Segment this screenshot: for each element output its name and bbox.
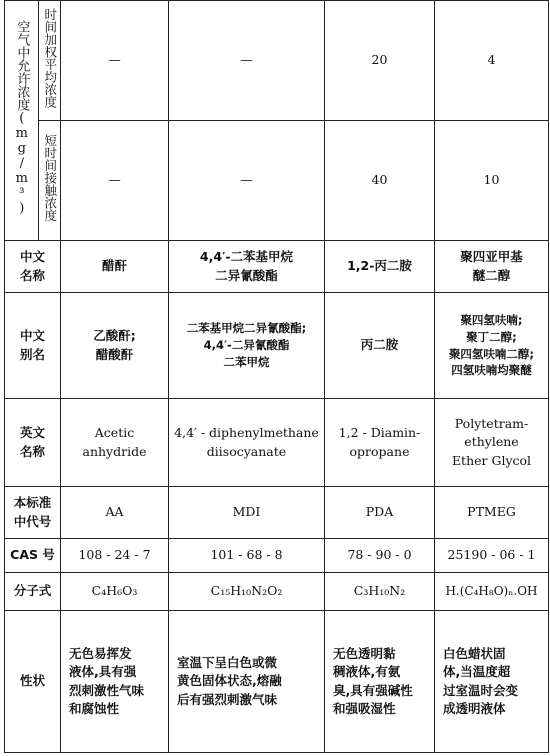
property-row <box>5 611 549 753</box>
cn-alias-mdi-line: 二苯基甲烷二异氰酸酯; <box>186 321 307 336</box>
property-ptmeg-line: 白色蜡状固 <box>443 646 506 662</box>
twa-row <box>5 1 549 121</box>
property-pda-line: 臭,具有强碱性 <box>333 682 413 698</box>
en-name-mdi-line: 4,4′ - diphenylmethane <box>174 425 319 441</box>
cas-row <box>5 539 549 573</box>
en-name-label-line: 名称 <box>19 443 45 459</box>
twa-value-aa: — <box>61 1 169 121</box>
twa-label <box>39 1 61 121</box>
cn-alias-ptmeg <box>435 293 549 399</box>
cn-name-ptmeg <box>435 241 549 293</box>
property-aa-line: 液体,具有强 <box>69 664 137 680</box>
cn-name-mdi <box>169 241 325 293</box>
property-pda-line: 稠液体,有氨 <box>333 664 401 680</box>
formula-label: 分子式 <box>5 573 61 611</box>
property-ptmeg-line: 成透明液体 <box>443 700 506 716</box>
cn-alias-row <box>5 293 549 399</box>
cn-name-mdi-line: 4,4′-二苯基甲烷 <box>199 249 294 265</box>
twa-label-text: 时间加权平均浓度 <box>42 7 58 108</box>
en-name-ptmeg-line: Polytetram- <box>454 416 529 432</box>
cn-alias-ptmeg-line: 四氢呋喃均聚醚 <box>451 363 532 378</box>
code-pda: PDA <box>325 487 435 539</box>
cn-name-row <box>5 241 549 293</box>
property-aa-line: 无色易挥发 <box>69 646 132 662</box>
cn-alias-label-line: 别名 <box>19 346 45 362</box>
code-label <box>5 487 61 539</box>
formula-ptmeg: H.(C₄H₈O)ₙ.OH <box>435 573 549 611</box>
twa-value-ptmeg: 4 <box>435 1 549 121</box>
cn-name-pda-line: 1,2-丙二胺 <box>347 258 412 274</box>
en-name-mdi-line: diisocyanate <box>206 443 287 459</box>
chemical-properties-table <box>4 0 549 753</box>
cn-alias-ptmeg-line: 聚丁二醇; <box>466 329 517 344</box>
property-aa-line: 和腐蚀性 <box>69 700 120 716</box>
stel-label <box>39 121 61 241</box>
stel-value-mdi: — <box>169 121 325 241</box>
cn-alias-ptmeg-line: 聚四氢呋喃; <box>460 313 523 328</box>
en-name-aa <box>61 399 169 487</box>
property-mdi <box>169 611 325 753</box>
cn-name-pda <box>325 241 435 293</box>
cas-ptmeg: 25190 - 06 - 1 <box>435 539 549 573</box>
en-name-label <box>5 399 61 487</box>
stel-value-pda: 40 <box>325 121 435 241</box>
en-name-ptmeg <box>435 399 549 487</box>
stel-value-ptmeg: 10 <box>435 121 549 241</box>
cn-alias-label-line: 中文 <box>19 328 45 344</box>
property-label: 性状 <box>5 611 61 753</box>
code-aa: AA <box>61 487 169 539</box>
property-pda-line: 和强吸湿性 <box>333 700 396 716</box>
formula-aa: C₄H₆O₃ <box>61 573 169 611</box>
formula-row <box>5 573 549 611</box>
en-name-ptmeg-line: Ether Glycol <box>451 452 532 468</box>
property-aa <box>61 611 169 753</box>
en-name-aa-line: Acetic <box>94 425 135 441</box>
cas-aa: 108 - 24 - 7 <box>61 539 169 573</box>
code-row <box>5 487 549 539</box>
en-name-row <box>5 399 549 487</box>
cn-alias-ptmeg-line: 聚四氢呋喃二醇; <box>448 346 535 361</box>
cn-name-aa <box>61 241 169 293</box>
cn-alias-aa <box>61 293 169 399</box>
cn-name-label <box>5 241 61 293</box>
property-aa-line: 烈刺激性气味 <box>69 682 145 698</box>
en-name-pda <box>325 399 435 487</box>
en-name-label-line: 英文 <box>19 425 45 441</box>
code-ptmeg: PTMEG <box>435 487 549 539</box>
cn-alias-label <box>5 293 61 399</box>
cn-alias-mdi <box>169 293 325 399</box>
cn-alias-mdi-line: 二苯甲烷 <box>223 354 270 369</box>
property-mdi-line: 黄色固体状态,熔融 <box>177 673 282 689</box>
limits-group-label-text: 空气中允许浓度(mg/m³) <box>14 19 30 216</box>
formula-pda: C₃H₁₀N₂ <box>325 573 435 611</box>
stel-row <box>5 121 549 241</box>
cn-name-ptmeg-line: 醚二醇 <box>472 267 511 283</box>
cas-label: CAS 号 <box>5 539 61 573</box>
stel-label-text: 短时间接触浓度 <box>42 134 58 222</box>
stel-value-aa: — <box>61 121 169 241</box>
property-pda-line: 无色透明黏 <box>333 646 396 662</box>
property-mdi-line: 后有强烈刺激气味 <box>177 691 278 707</box>
en-name-aa-line: anhydride <box>82 443 147 459</box>
code-label-line: 本标准 <box>13 495 52 511</box>
cn-alias-mdi-line: 4,4′-二异氰酸酯 <box>203 338 290 353</box>
cn-alias-aa-line: 乙酸酐; <box>93 328 136 344</box>
cn-alias-pda-line: 丙二胺 <box>360 337 399 353</box>
cas-pda: 78 - 90 - 0 <box>325 539 435 573</box>
en-name-mdi <box>169 399 325 487</box>
cn-alias-pda <box>325 293 435 399</box>
cn-name-mdi-line: 二异氰酸酯 <box>215 267 278 283</box>
formula-mdi: C₁₅H₁₀N₂O₂ <box>169 573 325 611</box>
cn-name-aa-line: 醋酐 <box>101 258 127 274</box>
property-pda <box>325 611 435 753</box>
en-name-pda-line: 1,2 - Diamin- <box>338 425 421 441</box>
property-ptmeg <box>435 611 549 753</box>
cn-name-ptmeg-line: 聚四亚甲基 <box>460 249 523 265</box>
cn-alias-aa-line: 醋酸酐 <box>95 346 134 362</box>
twa-value-pda: 20 <box>325 1 435 121</box>
property-ptmeg-line: 过室温时会变 <box>443 682 519 698</box>
cn-name-label-line: 名称 <box>19 267 45 283</box>
property-ptmeg-line: 体,当温度超 <box>443 664 511 680</box>
code-label-line: 中代号 <box>13 513 52 529</box>
en-name-pda-line: opropane <box>349 443 410 459</box>
cas-mdi: 101 - 68 - 8 <box>169 539 325 573</box>
cn-name-label-line: 中文 <box>19 249 45 265</box>
property-mdi-line: 室温下呈白色或微 <box>177 655 278 671</box>
en-name-ptmeg-line: ethylene <box>464 434 519 450</box>
code-mdi: MDI <box>169 487 325 539</box>
limits-group-label <box>5 1 39 241</box>
twa-value-mdi: — <box>169 1 325 121</box>
